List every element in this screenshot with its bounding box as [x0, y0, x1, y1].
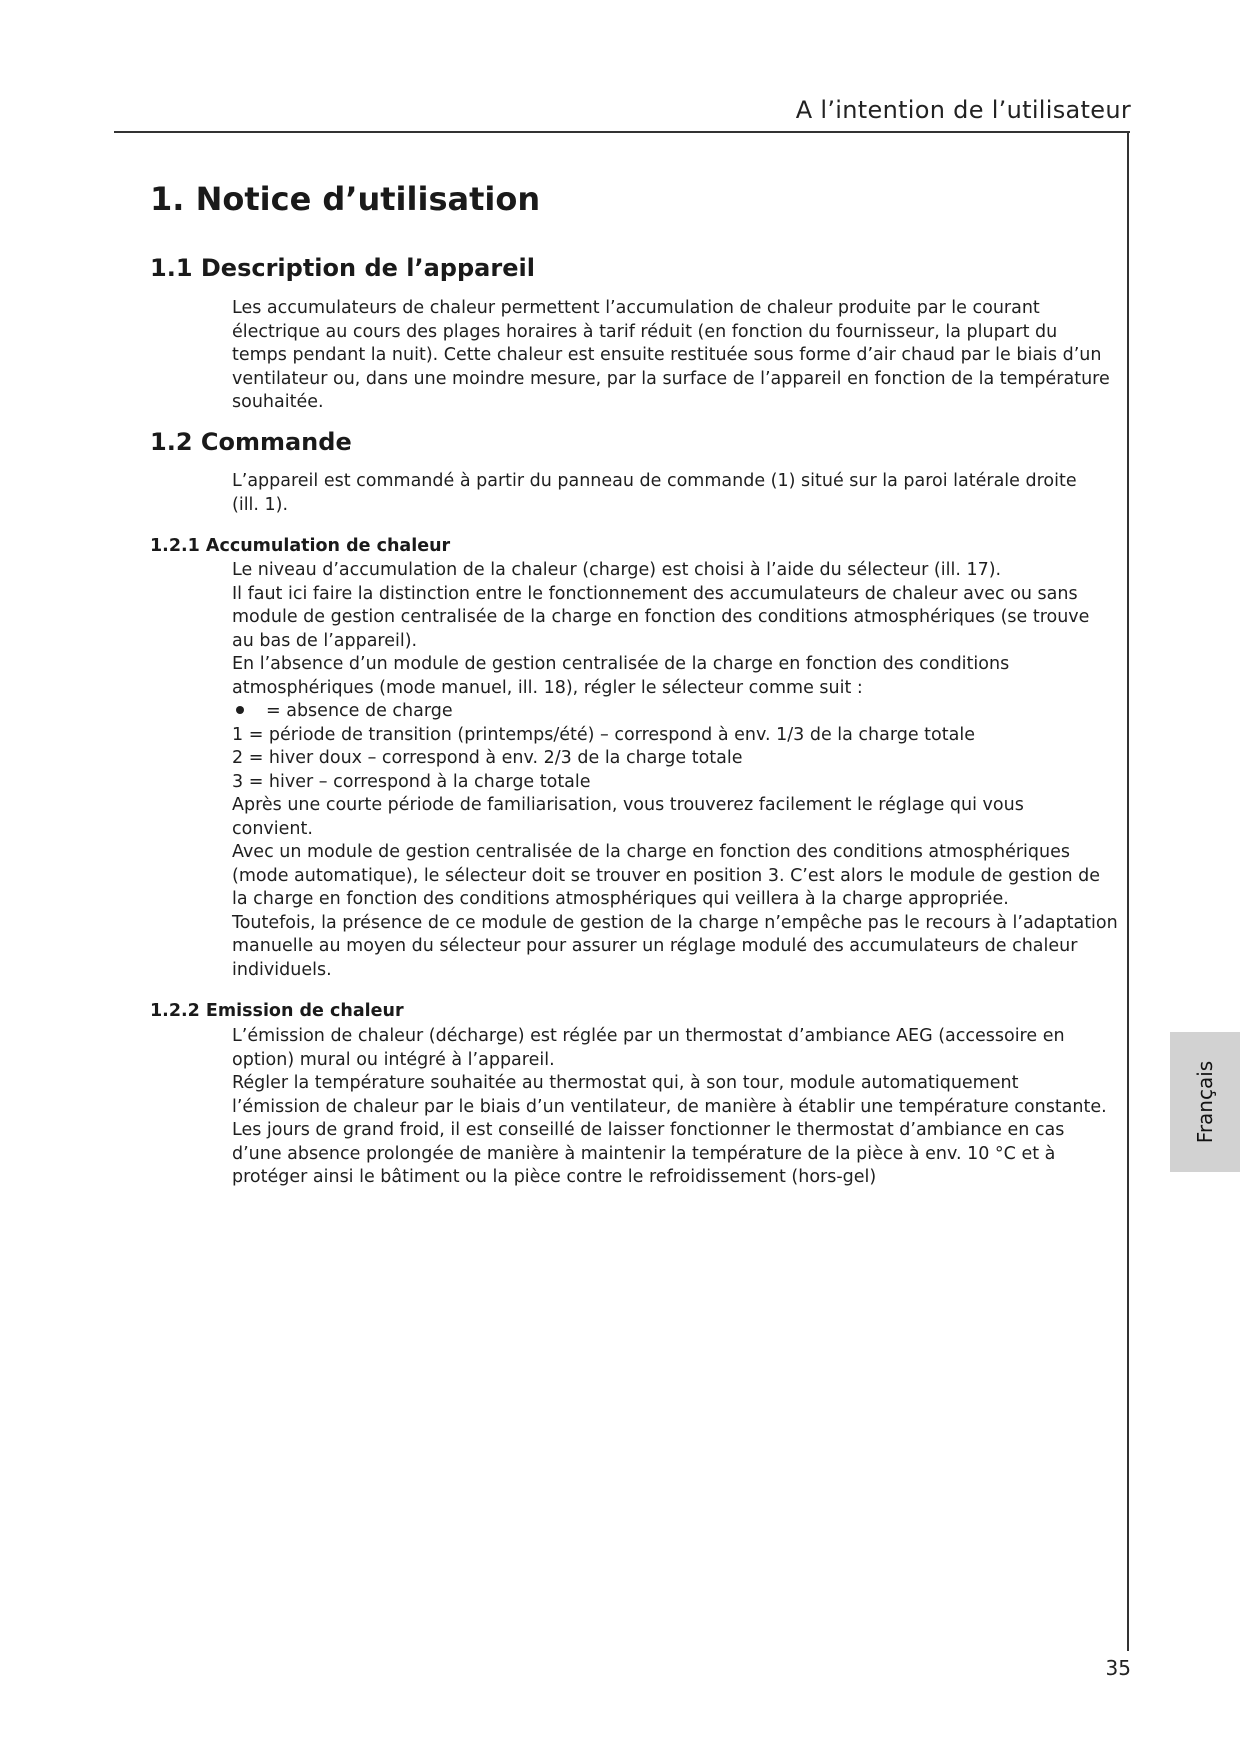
- section-1-2-1-body: [232, 559, 1118, 982]
- text-line: convient.: [232, 818, 313, 839]
- text-line: l’émission de chaleur par le biais d’un ventilateur, de manière à établir une température constante.: [232, 1096, 1107, 1117]
- text-line: 1 = période de transition (printemps/été) – correspond à env. 1/3 de la charge totale: [232, 724, 975, 745]
- header-title: A l’intention de l’utilisateur: [795, 96, 1131, 124]
- language-tab: [1170, 1032, 1240, 1172]
- section-heading-1-2: 1.2 Commande: [150, 428, 352, 456]
- text-line: temps pendant la nuit). Cette chaleur est ensuite restituée sous forme d’air chaud par le biais d’un: [232, 345, 1102, 365]
- header-rule: [114, 131, 1130, 133]
- chapter-title: 1. Notice d’utilisation: [150, 180, 541, 218]
- margin-rule: [1127, 131, 1129, 1651]
- section-1-1-body: [232, 297, 1112, 415]
- text-line: atmosphériques (mode manuel, ill. 18), régler le sélecteur comme suit :: [232, 677, 863, 698]
- text-line: Le niveau d’accumulation de la chaleur (charge) est choisi à l’aide du sélecteur (ill. 17).: [232, 560, 1002, 580]
- text-line: Les jours de grand froid, il est conseillé de laisser fonctionner le thermostat d’ambiance en cas: [232, 1120, 1065, 1140]
- text-line: L’appareil est commandé à partir du panneau de commande (1) situé sur la paroi latérale droite: [232, 471, 1077, 491]
- text-line: Après une courte période de familiarisation, vous trouverez facilement le réglage qui vous: [232, 795, 1024, 815]
- bullet-line: [232, 700, 1112, 724]
- text-line: Avec un module de gestion centralisée de la charge en fonction des conditions atmosphériques: [232, 842, 1071, 862]
- text-line: Toutefois, la présence de ce module de gestion de la charge n’empêche pas le recours à l’adaptation: [232, 912, 1118, 933]
- language-tab-label: Français: [1193, 1060, 1217, 1144]
- text-line: L’émission de chaleur (décharge) est réglée par un thermostat d’ambiance AEG (accessoire en: [232, 1026, 1065, 1046]
- text-line: (mode automatique), le sélecteur doit se trouver en position 3. C’est alors le module de gestion de: [232, 865, 1101, 886]
- text-line: (ill. 1).: [232, 494, 289, 515]
- bullet-icon: [236, 706, 244, 714]
- text-line: au bas de l’appareil).: [232, 630, 418, 651]
- text-line: d’une absence prolongée de manière à maintenir la température de la pièce à env. 10 °C et à: [232, 1143, 1056, 1164]
- text-line: Il faut ici faire la distinction entre le fonctionnement des accumulateurs de chaleur avec ou sans: [232, 583, 1078, 604]
- text-line: électrique au cours des plages horaires à tarif réduit (en fonction du fournisseur, la plupart du: [232, 321, 1058, 342]
- text-line: ventilateur ou, dans une moindre mesure, par la surface de l’appareil en fonction de la température: [232, 368, 1110, 389]
- section-1-2-2-body: [232, 1025, 1112, 1190]
- text-line: Les accumulateurs de chaleur permettent l’accumulation de chaleur produite par le courant: [232, 298, 1040, 318]
- text-line: module de gestion centralisée de la charge en fonction des conditions atmosphériques (se trouve: [232, 607, 1090, 627]
- section-heading-1-2-1: 1.2.1 Accumulation de chaleur: [150, 536, 451, 556]
- text-line: 3 = hiver – correspond à la charge totale: [232, 771, 591, 792]
- text-line: protéger ainsi le bâtiment ou la pièce contre le refroidissement (hors-gel): [232, 1167, 877, 1187]
- text-line: Régler la température souhaitée au thermostat qui, à son tour, module automatiquement: [232, 1073, 1019, 1093]
- section-heading-1-1: 1.1 Description de l’appareil: [150, 254, 535, 282]
- page-number: 35: [1105, 1656, 1131, 1680]
- bullet-text: = absence de charge: [266, 701, 453, 721]
- text-line: manuelle au moyen du sélecteur pour assurer un réglage modulé des accumulateurs de chaleur: [232, 936, 1078, 956]
- text-line: la charge en fonction des conditions atmosphériques qui veillera à la charge appropriée.: [232, 889, 1009, 909]
- text-line: individuels.: [232, 959, 332, 980]
- section-1-2-body: [232, 470, 1112, 517]
- text-line: option) mural ou intégré à l’appareil.: [232, 1049, 555, 1070]
- text-line: souhaitée.: [232, 392, 324, 412]
- text-line: En l’absence d’un module de gestion centralisée de la charge en fonction des conditions: [232, 654, 1010, 674]
- section-heading-1-2-2: 1.2.2 Emission de chaleur: [150, 1001, 404, 1021]
- text-line: 2 = hiver doux – correspond à env. 2/3 de la charge totale: [232, 748, 743, 768]
